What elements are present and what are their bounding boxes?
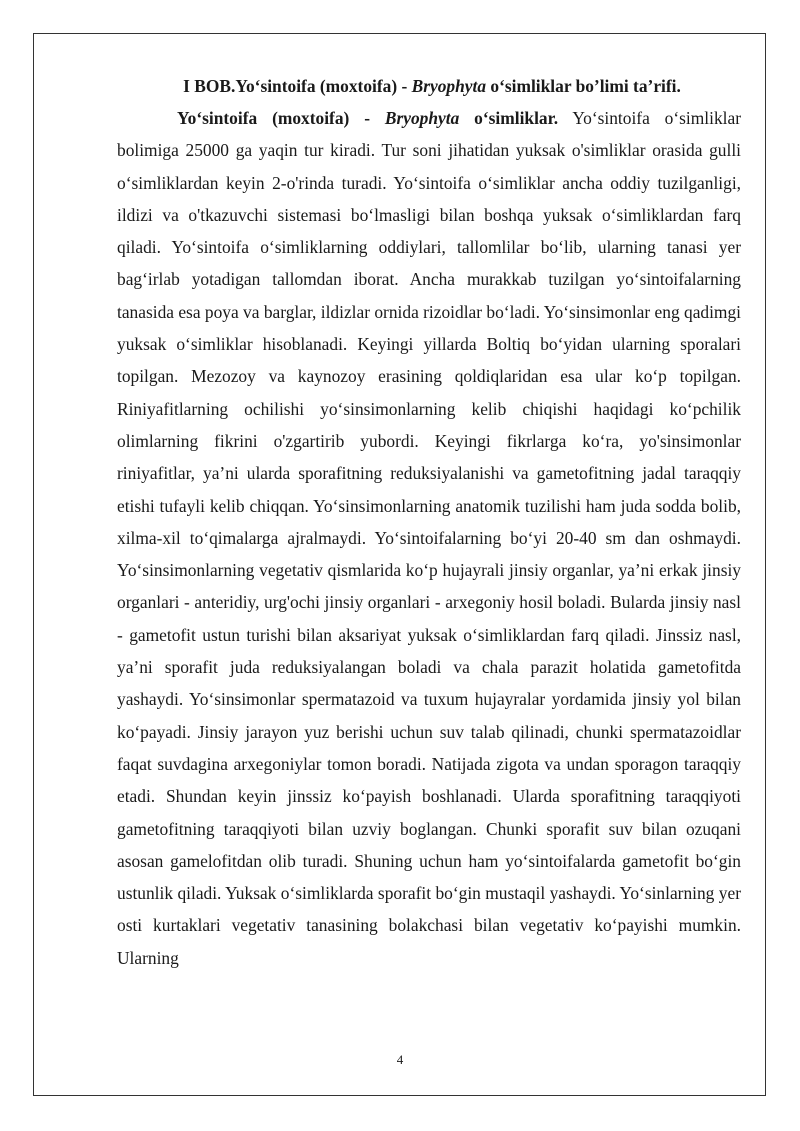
lead-suffix: o‘simliklar. [459, 108, 559, 128]
document-body [117, 70, 741, 974]
paragraph-text: Yo‘sintoifa o‘simliklar bolimiga 25000 ga yaqin tur kiradi. Tur soni jihatidan yuksak o'simliklar orasida gulli o‘simliklardan keyin 2-o'rinda turadi. Yo‘sintoifa o‘simliklar ancha oddiy tuzilganligi, ildizi va o'tkazuvchi sistemasi bo‘lmasligi bilan boshqa yuksak o‘simliklardan farq qiladi. Yo‘sintoifa o‘simliklarning oddiylari, tallomlilar bo‘lib, ularning tanasi yer bag‘irlab yotadigan tallomdan iborat. Ancha murakkab tuzilgan yo‘sintoifalarning tanasida esa poya va barglar, ildizlar ornida rizoidlar bo‘ladi. Yo‘sinsimonlar eng qadimgi yuksak o‘simliklar hisoblanadi. Keyingi yillarda Boltiq bo‘yidan ularning sporalari topilgan. Mezozoy va kaynozoy erasining qoldiqlaridan esa ular ko‘p topilgan. Riniyafitlarning ochilishi yo‘sinsimonlarning kelib chiqishi haqidagi ko‘pchilik olimlarning fikrini o'zgartirib yubordi. Keyingi fikrlarga ko‘ra, yo'sinsimonlar riniyafitlar, ya’ni ularda sporafitning reduksiyalanishi va gametofitning jadal taraqqiy etishi tufayli kelib chiqqan. Yo‘sinsimonlarning anatomik tuzilishi ham juda sodda bolib, xilma-xil to‘qimalarga ajralmaydi. Yo‘sintoifalarning bo‘yi 20-40 sm dan oshmaydi. Yo‘sinsimonlarning vegetativ qismlarida ko‘p hujayrali jinsiy organlar, ya’ni erkak jinsiy organlari - anteridiy, urg'ochi jinsiy organlari - arxegoniy hosil boladi. Bularda jinsiy nasl - gametofit ustun turishi bilan aksariyat yuksak o‘simliklardan farq qiladi. Jinssiz nasl, ya’ni sporafit juda reduksiyalangan boladi va chala parazit holatida gametofitda yashaydi. Yo‘sinsimonlar spermatazoid va tuxum hujayralar yordamida jinsiy yol bilan ko‘payadi. Jinsiy jarayon yuz berishi uchun suv talab qilinadi, chunki spermatazoidlar faqat suvdagina arxegoniylar tomon boradi. Natijada zigota va undan sporagon taraqqiy etadi. Shundan keyin jinssiz ko‘payish boshlanadi. Ularda sporafitning taraqqiyoti gametofitning taraqqiyoti bilan uzviy boglangan. Chunki sporafit suv bilan ozuqani asosan gamelofitdan olib turadi. Shuning uchun ham yo‘sintoifalarda gametofit bo‘gin ustunlik qiladi. Yuksak o‘simliklarda sporafit bo‘gin mustaqil yashaydi. Yo‘sinlarning yer osti kurtaklari vegetativ tanasining bolakchasi bilan vegetativ ko‘payishi mumkin. Ularning [117, 108, 741, 968]
chapter-title [117, 70, 741, 102]
chapter-title-prefix: I BOB.Yo‘sintoifa (moxtoifa) - [183, 76, 412, 96]
page-number: 4 [396, 1052, 404, 1067]
chapter-title-latin-name: Bryophyta [411, 76, 487, 96]
paragraph-lead-heading [177, 108, 558, 128]
lead-latin-name: Bryophyta [384, 108, 460, 128]
lead-prefix: Yo‘sintoifa (moxtoifa) - [177, 108, 385, 128]
chapter-title-suffix: o‘simliklar bo’limi ta’rifi. [486, 76, 681, 96]
body-paragraph [117, 102, 741, 974]
